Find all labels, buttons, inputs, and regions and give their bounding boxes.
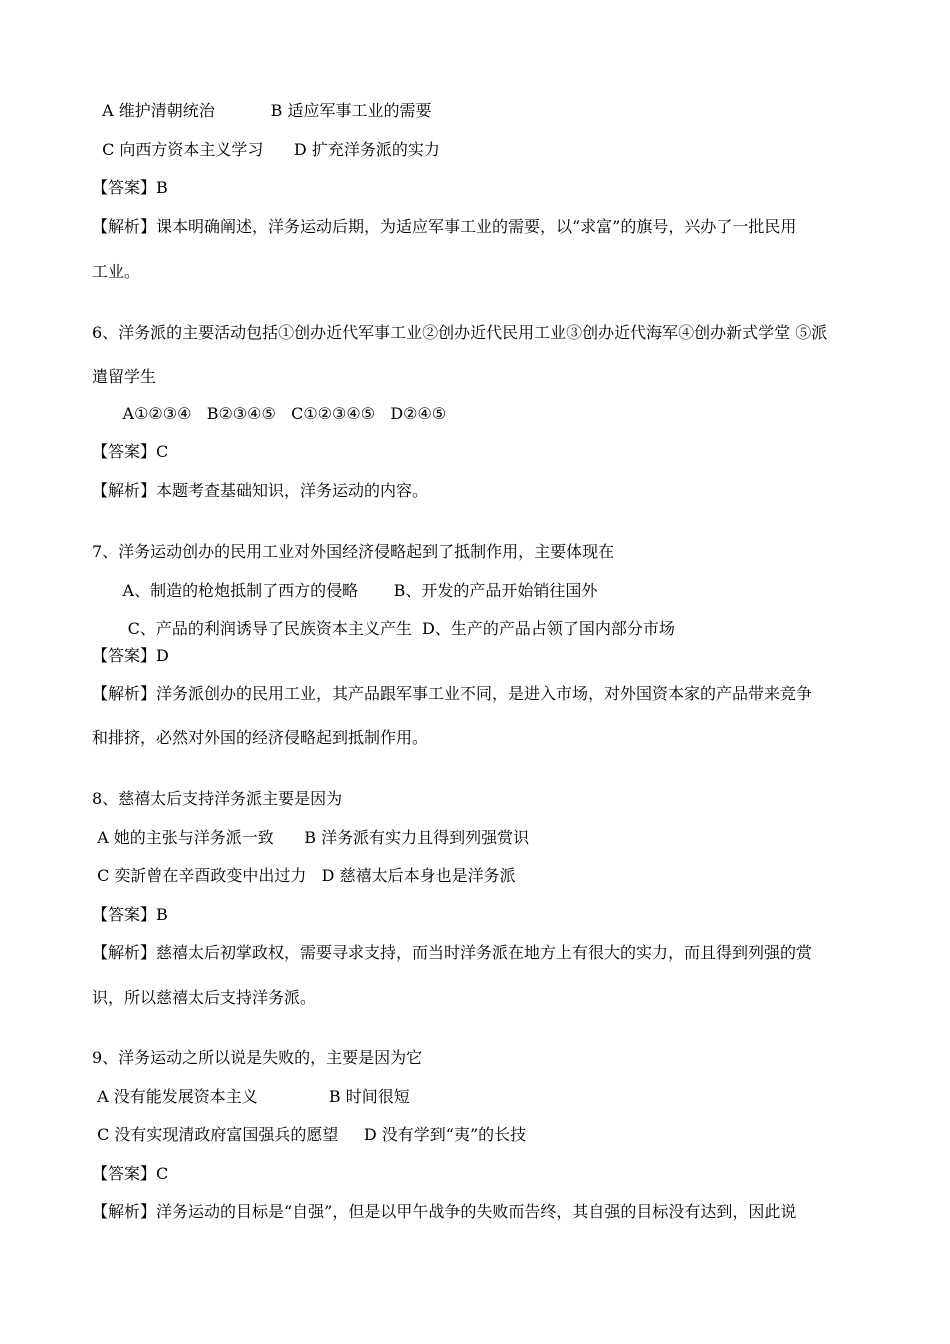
q5-analysis-line-2: 工业。 <box>92 262 141 281</box>
q8-options-ab: A 她的主张与洋务派一致 B 洋务派有实力且得到列强赏识 <box>92 828 530 847</box>
q8-analysis-line-1: 【解析】慈禧太后初掌政权，需要寻求支持，而当时洋务派在地方上有很大的实力，而且得到列强的赏 <box>92 943 813 962</box>
q5-options-cd: C 向西方资本主义学习 D 扩充洋务派的实力 <box>97 140 440 159</box>
q8-stem: 8、慈禧太后支持洋务派主要是因为 <box>92 789 343 808</box>
q9-analysis-line-1: 【解析】洋务运动的目标是“自强”，但是以甲午战争的失败而告终，其自强的目标没有达到，因此说 <box>92 1202 797 1221</box>
q7-stem: 7、洋务运动创办的民用工业对外国经济侵略起到了抵制作用，主要体现在 <box>92 542 615 561</box>
q6-options: A①②③④ B②③④⑤ C①②③④⑤ D②④⑤ <box>92 404 447 423</box>
q8-options-cd: C 奕訢曾在辛酉政变中出过力 D 慈禧太后本身也是洋务派 <box>92 866 516 885</box>
q6-stem-line-2: 遣留学生 <box>92 367 157 386</box>
q9-answer: 【答案】C <box>92 1164 169 1183</box>
q5-options-ab: A 维护清朝统治 B 适应军事工业的需要 <box>97 101 432 120</box>
q9-options-ab: A 没有能发展资本主义 B 时间很短 <box>92 1087 410 1106</box>
q9-options-cd: C 没有实现清政府富国强兵的愿望 D 没有学到“夷”的长技 <box>92 1125 527 1144</box>
q7-analysis-line-1: 【解析】洋务派创办的民用工业，其产品跟军事工业不同，是进入市场，对外国资本家的产品带来竞争 <box>92 684 813 703</box>
q9-stem: 9、洋务运动之所以说是失败的，主要是因为它 <box>92 1048 423 1067</box>
q7-options-ab: A、制造的枪炮抵制了西方的侵略 B、开发的产品开始销往国外 <box>92 581 598 600</box>
q8-analysis-line-2: 识，所以慈禧太后支持洋务派。 <box>92 988 317 1007</box>
q6-analysis: 【解析】本题考查基础知识，洋务运动的内容。 <box>92 481 429 500</box>
q5-analysis-line-1: 【解析】课本明确阐述，洋务运动后期，为适应军事工业的需要，以“求富”的旗号，兴办了一批民用 <box>92 217 797 236</box>
q6-answer: 【答案】C <box>92 442 169 461</box>
q5-answer: 【答案】B <box>92 178 168 197</box>
q7-answer: 【答案】D <box>92 646 169 665</box>
q7-analysis-line-2: 和排挤，必然对外国的经济侵略起到抵制作用。 <box>92 728 429 747</box>
q8-answer: 【答案】B <box>92 905 168 924</box>
q6-stem-line-1: 6、洋务派的主要活动包括①创办近代军事工业②创办近代民用工业③创办近代海军④创办新式学堂 ⑤派 <box>92 323 828 342</box>
q7-options-cd: C、产品的利润诱导了民族资本主义产生 D、生产的产品占领了国内部分市场 <box>92 619 675 638</box>
